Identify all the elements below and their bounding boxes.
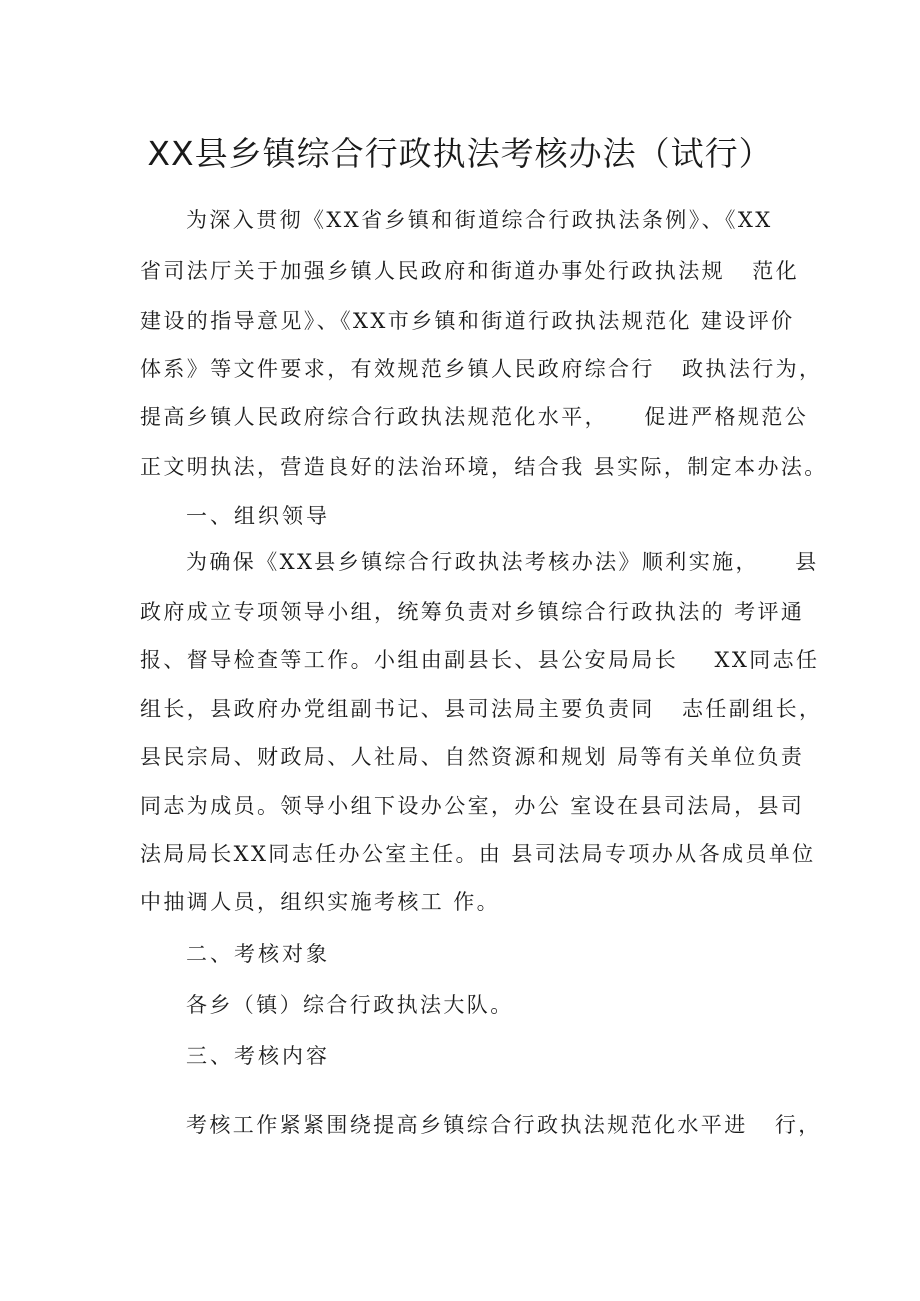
section-heading-content: 三、考核内容	[186, 1044, 330, 1068]
section1-line-8: 中抽调人员，组织实施考核工 作。	[140, 890, 501, 914]
section1-line-4: 组长，县政府办党组副书记、县司法局主要负责同 志任副组长，	[140, 697, 823, 721]
intro-line-4: 体系》等文件要求，有效规范乡镇人民政府综合行 政执法行为，	[140, 357, 823, 381]
section-heading-organization: 一、组织领导	[186, 504, 330, 528]
intro-line-2: 省司法厅关于加强乡镇人民政府和街道办事处行政执法规 范化	[140, 259, 800, 283]
intro-line-6: 正文明执法，营造良好的法治环境，结合我 县实际，制定本办法。	[140, 455, 828, 479]
section-heading-target: 二、考核对象	[186, 942, 330, 966]
section1-line-6: 同志为成员。领导小组下设办公室，办公 室设在县司法局，县司	[140, 794, 805, 818]
section1-line-5: 县民宗局、财政局、人社局、自然资源和规划 局等有关单位负责	[140, 745, 805, 769]
document-title: XX县乡镇综合行政执法考核办法（试行）	[147, 134, 773, 173]
section1-line-1: 为确保《XX县乡镇综合行政执法考核办法》顺利实施， 县	[186, 550, 819, 574]
intro-line-5: 提高乡镇人民政府综合行政执法规范化水平， 促进严格规范公	[140, 405, 809, 429]
section1-line-3: 报、督导检查等工作。小组由副县长、县公安局局长 XX同志任	[140, 648, 820, 672]
section2-text: 各乡（镇）综合行政执法大队。	[186, 993, 514, 1017]
section1-line-2: 政府成立专项领导小组，统筹负责对乡镇综合行政执法的 考评通	[140, 600, 805, 624]
intro-line-3: 建设的指导意见》、《XX市乡镇和街道行政执法规范化 建设评价	[140, 309, 795, 333]
intro-line-1: 为深入贯彻《XX省乡镇和街道综合行政执法条例》、《XX	[186, 208, 773, 232]
section1-line-7: 法局局长XX同志任办公室主任。由 县司法局专项办从各成员单位	[140, 842, 816, 866]
section3-text: 考核工作紧紧围绕提高乡镇综合行政执法规范化水平进 行，	[186, 1113, 822, 1137]
